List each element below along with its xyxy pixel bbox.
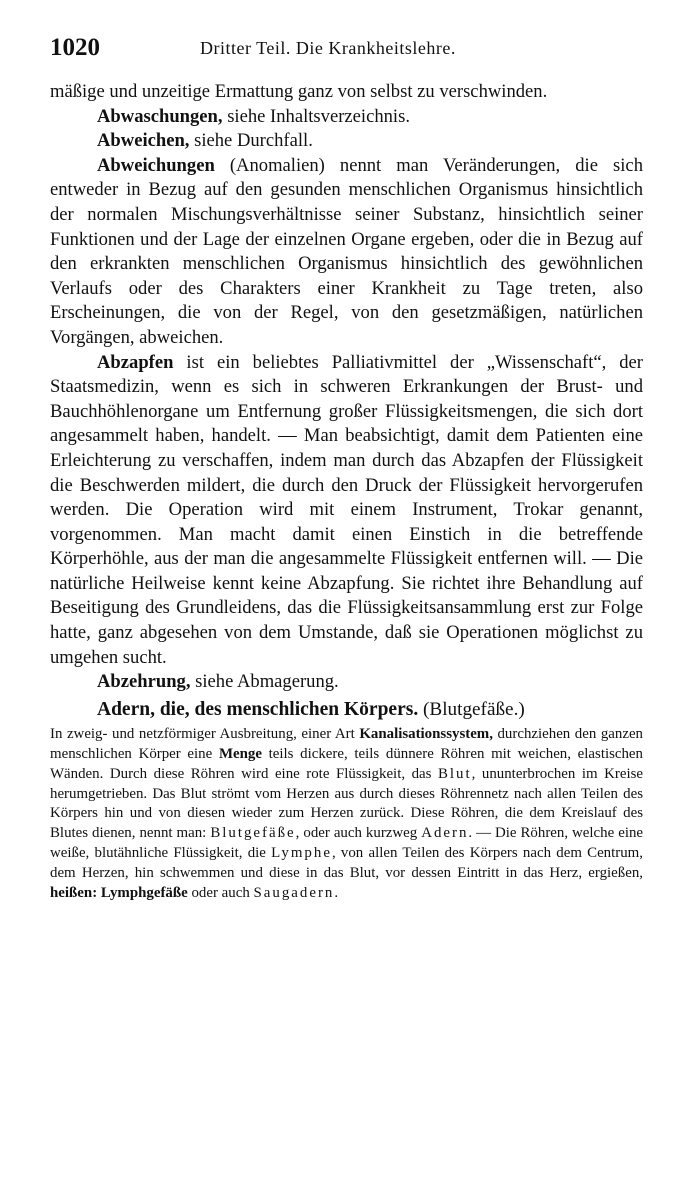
entry-headword: Abzapfen [97,351,174,373]
spaced-term: Lymphe [271,845,332,862]
text-run: teils dickere, teils dünnere Röhren mit weichen, elastischen Wänden. Durch diese Röhren wird eine rote Flüssigkeit, das [50,745,643,782]
entry-text: siehe Abmagerung. [190,671,339,693]
entry-abzehrung [50,670,643,695]
text-run: durchziehen den ganzen menschlichen Körper eine [50,725,644,762]
spaced-term: Blut [437,765,472,782]
body-text [50,80,643,904]
text-run: In zweig- und netzförmiger Ausbreitung, einer Art [50,725,360,742]
section-heading-bold: Adern, die, des menschlichen Körpers. [97,698,419,720]
entry-text: ist ein beliebtes Palliativmittel der „Wissenschaft“, der Staatsmedizin, wenn es sich in schweren Erkrankungen der Brust- und Bauchhöhlenorgane um Entfernung großer Flüssigkeitsmengen, die sich dort angesammelt haben, handelt. — Man beabsichtigt, damit dem Patienten eine Erleichterung zu verschaffen, indem man durch das Abzapfen der Flüssigkeit die Beschwerden mildert, die durch den Druck der Flüssigkeit hervorgerufen werden. Die Operation wird mit einem Instrument, Trokar genannt, vorgenommen. Man macht damit einen Einstich in die betreffende Körperhöhle, aus der man die angesammelte Flüssigkeit entfernen will. — Die natürliche Heilweise kennt keine Abzapfung. Sie richtet ihre Behandlung auf Beseitigung des Grundleidens, das die Flüssigkeitsansammlung erst zur Folge hatte, ganz abgesehen von dem Umstande, daß sie Operationen möglichst zu umgehen sucht. [50,351,643,668]
entry-text: siehe Durchfall. [189,130,313,152]
entry-abwaschungen [50,105,643,130]
page-number: 1020 [50,34,100,61]
entry-abweichungen [50,154,643,351]
section-heading-rest: (Blutgefäße.) [418,698,525,720]
spaced-term: Adern [421,825,469,842]
text-run: , oder auch kurzweg [295,825,422,842]
entry-headword: Abzehrung, [97,671,191,693]
bold-term: Kanalisationssystem, [359,725,493,742]
entry-text: (Anomalien) nennt man Veränderungen, die sich entweder in Bezug auf den gesunden menschlichen Organismus hinsichtlich der normalen Mischungsverhältnisse seiner Substanz, hinsichtlich seiner Funktionen und der Lage der einzelnen Organe ergeben, oder die in Bezug auf den erkrankten menschlichen Organismus hinsichtlich des gewöhnlichen Verlaufs oder des Charakters einer Krankheit zu Tage treten, also Erscheinungen, die von der Regel, von den gesetzmäßigen, natürlichen Vorgängen, abweichen. [50,154,643,348]
bold-term: Menge [218,745,262,762]
text-run: oder auch [187,885,254,902]
entry-headword: Abweichen, [97,130,190,152]
entry-abzapfen [50,351,643,671]
entry-abweichen [50,129,643,154]
text-run: . [334,885,339,902]
text-run: , von allen Teilen des Körpers nach dem Centrum, dem Herzen, hin schwemmen und diese in das Blut, vor dessen Eintritt in das Herz, ergießen, [50,845,643,882]
spaced-term: Saugadern [253,885,335,902]
continuation-paragraph: mäßige und unzeitige Ermattung ganz von selbst zu verschwinden. [50,81,548,102]
text-run: , ununterbrochen im Kreise herumgetrieben. Das Blut strömt vom Herzen aus durch dieses Röhrennetz nach allen Teilen des Körpers hin und von diesen wieder zum Herzen zurück. Diese Röhren, die dem Kreislauf des Blutes dienen, nennt man: [50,765,643,842]
bold-term: heißen: Lymphgefäße [50,885,188,902]
section-paragraph [50,725,643,904]
entry-text: siehe Inhaltsverzeichnis. [222,105,410,127]
page-header [50,34,646,62]
running-head: Dritter Teil. Die Krankheitslehre. [200,38,456,58]
spaced-term: Blutgefäße [210,825,296,842]
section-heading-adern [50,695,643,725]
entry-headword: Abwaschungen, [97,105,223,127]
entry-headword: Abweichungen [97,154,215,176]
text-run: . — Die Röhren, welche eine weiße, blutähnliche Flüssigkeit, die [50,825,644,862]
